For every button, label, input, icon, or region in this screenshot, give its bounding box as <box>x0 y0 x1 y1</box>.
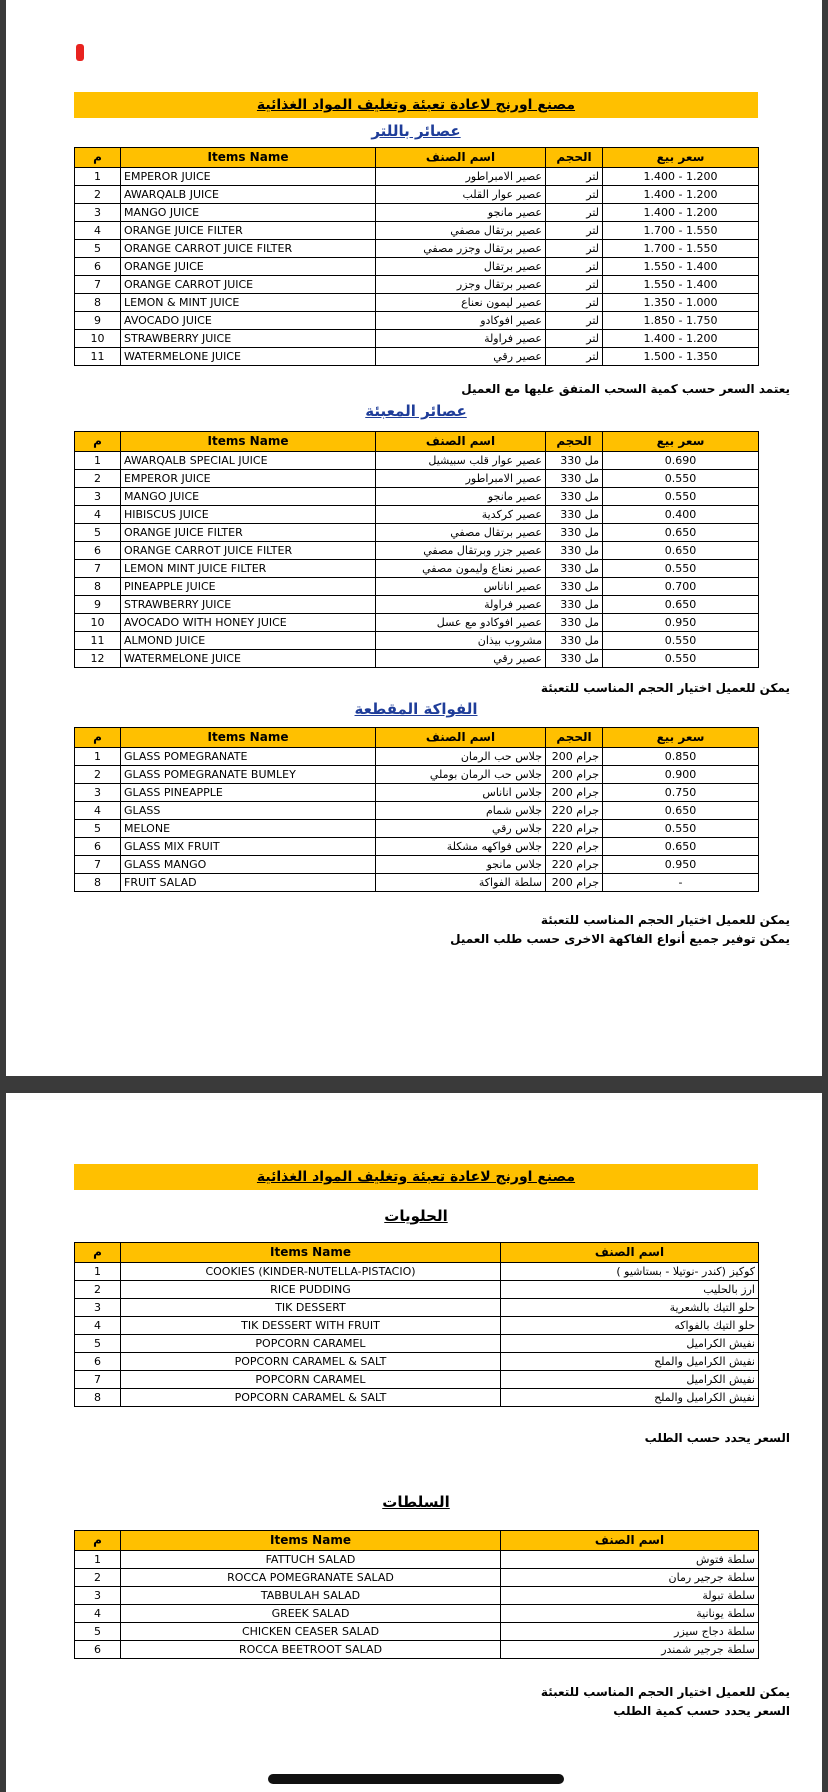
item-name-en: EMPEROR JUICE <box>121 470 376 488</box>
item-name-ar: عصير فراولة <box>376 596 546 614</box>
item-price: 1.350 - 1.000 <box>603 294 759 312</box>
item-size: مل 330 <box>546 596 603 614</box>
item-name-en: POPCORN CARAMEL <box>121 1335 501 1353</box>
row-number: 3 <box>75 784 121 802</box>
item-size: جرام 200 <box>546 784 603 802</box>
item-price: 1.700 - 1.550 <box>603 222 759 240</box>
item-name-ar: عصير جزر وبرتقال مصفي <box>376 542 546 560</box>
header-no: م <box>75 432 121 452</box>
document-page-1 <box>6 0 822 1076</box>
section-title-packed-juices: عصائر المعبئة <box>365 402 467 420</box>
item-price: 0.550 <box>603 650 759 668</box>
item-size: لتر <box>546 204 603 222</box>
item-size: لتر <box>546 222 603 240</box>
desserts-note: السعر يحدد حسب الطلب <box>644 1431 790 1445</box>
item-size: مل 330 <box>546 614 603 632</box>
item-size: لتر <box>546 330 603 348</box>
row-number: 1 <box>75 1551 121 1569</box>
item-name-ar: نفيش الكراميل والملح <box>501 1353 759 1371</box>
packed-juices-table <box>74 431 759 668</box>
table-header-row <box>75 728 759 748</box>
header-items-name: Items Name <box>121 728 376 748</box>
item-size: مل 330 <box>546 524 603 542</box>
row-number: 2 <box>75 470 121 488</box>
table-row <box>75 524 759 542</box>
row-number: 8 <box>75 1389 121 1407</box>
item-name-ar: جلاس اناناس <box>376 784 546 802</box>
row-number: 11 <box>75 348 121 366</box>
item-size: جرام 200 <box>546 766 603 784</box>
item-name-en: TIK DESSERT <box>121 1299 501 1317</box>
table-row <box>75 820 759 838</box>
item-size: لتر <box>546 276 603 294</box>
table-row <box>75 1371 759 1389</box>
item-name-en: GLASS MIX FRUIT <box>121 838 376 856</box>
table-row <box>75 766 759 784</box>
row-number: 4 <box>75 222 121 240</box>
item-name-en: WATERMELONE JUICE <box>121 650 376 668</box>
section-title-liter-juices: عصائر باللتر <box>371 122 461 140</box>
item-price: 0.550 <box>603 488 759 506</box>
table-row <box>75 1641 759 1659</box>
company-title-2: مصنع اورنج لاعادة تعبئة وتغليف المواد الغذائية <box>256 1169 576 1185</box>
item-name-ar: سلطة جرجير رمان <box>501 1569 759 1587</box>
item-price: 1.550 - 1.400 <box>603 258 759 276</box>
header-size: الحجم <box>546 728 603 748</box>
table-row <box>75 542 759 560</box>
item-name-en: ALMOND JUICE <box>121 632 376 650</box>
table-row <box>75 204 759 222</box>
item-name-ar: عصير عوار القلب <box>376 186 546 204</box>
table-header-row <box>75 1531 759 1551</box>
header-item-ar: اسم الصنف <box>376 432 546 452</box>
table-row <box>75 1317 759 1335</box>
salads-note-1: يمكن للعميل اختيار الحجم المناسب للتعبئة <box>540 1685 790 1699</box>
item-price: - <box>603 874 759 892</box>
item-name-ar: عصير برتقال <box>376 258 546 276</box>
header-no: م <box>75 148 121 168</box>
item-name-ar: جلاس مانجو <box>376 856 546 874</box>
row-number: 11 <box>75 632 121 650</box>
item-price: 0.950 <box>603 614 759 632</box>
item-name-en: CHICKEN CEASER SALAD <box>121 1623 501 1641</box>
item-name-ar: عصير الامبراطور <box>376 470 546 488</box>
item-name-ar: حلو التيك بالفواكه <box>501 1317 759 1335</box>
item-size: لتر <box>546 240 603 258</box>
item-name-ar: عصير عوار قلب سبيشيل <box>376 452 546 470</box>
item-price: 1.400 - 1.200 <box>603 168 759 186</box>
right-edge <box>822 0 828 1792</box>
table-row <box>75 1551 759 1569</box>
item-price: 0.650 <box>603 542 759 560</box>
item-name-en: ORANGE JUICE FILTER <box>121 222 376 240</box>
item-name-ar: عصير الامبراطور <box>376 168 546 186</box>
table-row <box>75 258 759 276</box>
section-title-desserts: الحلويات <box>384 1207 448 1225</box>
item-price: 0.550 <box>603 560 759 578</box>
table-row <box>75 632 759 650</box>
header-item-ar: اسم الصنف <box>501 1531 759 1551</box>
document-page-2 <box>6 1093 822 1792</box>
row-number: 6 <box>75 542 121 560</box>
item-name-ar: سلطة تبولة <box>501 1587 759 1605</box>
item-name-ar: عصير افوكادو مع عسل <box>376 614 546 632</box>
row-number: 9 <box>75 312 121 330</box>
item-name-ar: عصير اناناس <box>376 578 546 596</box>
item-name-en: TIK DESSERT WITH FRUIT <box>121 1317 501 1335</box>
item-name-ar: كوكيز (كندر -نوتيلا - بستاشيو ) <box>501 1263 759 1281</box>
table-row <box>75 748 759 766</box>
row-number: 9 <box>75 596 121 614</box>
item-name-en: COOKIES (KINDER-NUTELLA-PISTACIO) <box>121 1263 501 1281</box>
item-price: 0.900 <box>603 766 759 784</box>
company-title-banner <box>74 92 758 118</box>
item-name-ar: عصير برتقال وجزر <box>376 276 546 294</box>
item-name-en: ORANGE CARROT JUICE <box>121 276 376 294</box>
section-title-cut-fruits: الفواكة المقطعة <box>354 700 478 718</box>
item-name-ar: عصير نعناع وليمون مصفي <box>376 560 546 578</box>
row-number: 2 <box>75 186 121 204</box>
item-price: 0.550 <box>603 632 759 650</box>
table-row <box>75 596 759 614</box>
item-name-en: FRUIT SALAD <box>121 874 376 892</box>
item-name-ar: سلطة فتوش <box>501 1551 759 1569</box>
item-name-ar: مشروب بيذان <box>376 632 546 650</box>
table-row <box>75 488 759 506</box>
item-name-en: PINEAPPLE JUICE <box>121 578 376 596</box>
item-size: جرام 220 <box>546 856 603 874</box>
row-number: 5 <box>75 240 121 258</box>
item-name-ar: نفيش الكراميل والملح <box>501 1389 759 1407</box>
row-number: 7 <box>75 1371 121 1389</box>
row-number: 7 <box>75 856 121 874</box>
item-price: 0.550 <box>603 820 759 838</box>
item-name-en: FATTUCH SALAD <box>121 1551 501 1569</box>
item-price: 1.850 - 1.750 <box>603 312 759 330</box>
item-size: لتر <box>546 168 603 186</box>
table-row <box>75 1389 759 1407</box>
item-size: لتر <box>546 258 603 276</box>
item-price: 0.650 <box>603 524 759 542</box>
header-items-name: Items Name <box>121 1531 501 1551</box>
item-name-en: EMPEROR JUICE <box>121 168 376 186</box>
table-row <box>75 1299 759 1317</box>
item-size: لتر <box>546 186 603 204</box>
home-indicator[interactable] <box>268 1774 564 1784</box>
item-name-en: WATERMELONE JUICE <box>121 348 376 366</box>
item-price: 1.550 - 1.400 <box>603 276 759 294</box>
item-name-en: GLASS PINEAPPLE <box>121 784 376 802</box>
item-name-en: GLASS <box>121 802 376 820</box>
item-name-en: ORANGE JUICE FILTER <box>121 524 376 542</box>
item-price: 1.400 - 1.200 <box>603 186 759 204</box>
item-name-ar: حلو التيك بالشعرية <box>501 1299 759 1317</box>
item-name-ar: جلاس فواكهه مشكلة <box>376 838 546 856</box>
item-name-en: MELONE <box>121 820 376 838</box>
salads-table <box>74 1530 759 1659</box>
header-item-ar: اسم الصنف <box>376 728 546 748</box>
item-name-en: POPCORN CARAMEL & SALT <box>121 1353 501 1371</box>
item-price: 0.750 <box>603 784 759 802</box>
item-price: 1.700 - 1.550 <box>603 240 759 258</box>
table-row <box>75 650 759 668</box>
item-name-en: GLASS POMEGRANATE BUMLEY <box>121 766 376 784</box>
header-items-name: Items Name <box>121 432 376 452</box>
item-name-en: ROCCA BEETROOT SALAD <box>121 1641 501 1659</box>
table-header-row <box>75 432 759 452</box>
table-row <box>75 856 759 874</box>
item-name-ar: عصير رقي <box>376 650 546 668</box>
cut-fruits-note-1: يمكن للعميل اختيار الحجم المناسب للتعبئة <box>540 913 790 927</box>
item-name-en: AVOCADO JUICE <box>121 312 376 330</box>
item-size: مل 330 <box>546 506 603 524</box>
packed-juices-note: يمكن للعميل اختيار الحجم المناسب للتعبئة <box>540 681 790 695</box>
table-row <box>75 614 759 632</box>
item-name-en: MANGO JUICE <box>121 204 376 222</box>
table-row <box>75 1605 759 1623</box>
table-row <box>75 470 759 488</box>
item-size: مل 330 <box>546 632 603 650</box>
item-name-ar: سلطة جرجير شمندر <box>501 1641 759 1659</box>
row-number: 2 <box>75 1281 121 1299</box>
table-row <box>75 330 759 348</box>
item-name-ar: سلطة يونانية <box>501 1605 759 1623</box>
row-number: 4 <box>75 1317 121 1335</box>
table-row <box>75 240 759 258</box>
item-name-en: LEMON MINT JUICE FILTER <box>121 560 376 578</box>
item-price: 0.650 <box>603 596 759 614</box>
row-number: 3 <box>75 204 121 222</box>
table-row <box>75 1587 759 1605</box>
item-name-ar: عصير ليمون نعناع <box>376 294 546 312</box>
salads-note-2: السعر يحدد حسب كمية الطلب <box>613 1704 790 1718</box>
row-number: 1 <box>75 452 121 470</box>
item-price: 0.950 <box>603 856 759 874</box>
header-no: م <box>75 1243 121 1263</box>
header-items-name: Items Name <box>121 148 376 168</box>
row-number: 3 <box>75 488 121 506</box>
table-row <box>75 186 759 204</box>
item-size: جرام 220 <box>546 820 603 838</box>
item-name-en: ROCCA POMEGRANATE SALAD <box>121 1569 501 1587</box>
desserts-table <box>74 1242 759 1407</box>
table-row <box>75 294 759 312</box>
item-name-ar: نفيش الكراميل <box>501 1335 759 1353</box>
item-price: 1.400 - 1.200 <box>603 204 759 222</box>
item-name-en: LEMON & MINT JUICE <box>121 294 376 312</box>
item-size: لتر <box>546 348 603 366</box>
item-name-ar: عصير افوكادو <box>376 312 546 330</box>
item-name-en: MANGO JUICE <box>121 488 376 506</box>
item-name-en: TABBULAH SALAD <box>121 1587 501 1605</box>
header-price: سعر بيع <box>603 728 759 748</box>
page-separator <box>0 1076 828 1093</box>
header-price: سعر بيع <box>603 432 759 452</box>
row-number: 6 <box>75 838 121 856</box>
item-name-en: HIBISCUS JUICE <box>121 506 376 524</box>
table-row <box>75 802 759 820</box>
row-number: 3 <box>75 1587 121 1605</box>
item-name-en: GREEK SALAD <box>121 1605 501 1623</box>
item-name-en: AWARQALB JUICE <box>121 186 376 204</box>
row-number: 6 <box>75 1641 121 1659</box>
row-number: 8 <box>75 874 121 892</box>
item-name-ar: عصير رقي <box>376 348 546 366</box>
row-number: 3 <box>75 1299 121 1317</box>
row-number: 7 <box>75 560 121 578</box>
item-size: مل 330 <box>546 542 603 560</box>
item-name-ar: عصير كركدية <box>376 506 546 524</box>
liter-juices-note: يعتمد السعر حسب كمية السحب المتفق عليها مع العميل <box>461 382 790 396</box>
row-number: 2 <box>75 766 121 784</box>
item-size: لتر <box>546 312 603 330</box>
row-number: 1 <box>75 1263 121 1281</box>
item-name-en: ORANGE CARROT JUICE FILTER <box>121 240 376 258</box>
table-row <box>75 1263 759 1281</box>
header-item-ar: اسم الصنف <box>501 1243 759 1263</box>
item-size: جرام 220 <box>546 802 603 820</box>
item-size: مل 330 <box>546 578 603 596</box>
header-size: الحجم <box>546 148 603 168</box>
table-header-row <box>75 148 759 168</box>
table-row <box>75 1281 759 1299</box>
item-price: 0.650 <box>603 802 759 820</box>
header-no: م <box>75 1531 121 1551</box>
row-number: 10 <box>75 330 121 348</box>
row-number: 5 <box>75 1335 121 1353</box>
item-size: مل 330 <box>546 650 603 668</box>
item-name-en: POPCORN CARAMEL & SALT <box>121 1389 501 1407</box>
cut-fruits-table <box>74 727 759 892</box>
table-row <box>75 506 759 524</box>
table-row <box>75 312 759 330</box>
item-size: مل 330 <box>546 560 603 578</box>
section-title-salads: السلطات <box>382 1493 450 1511</box>
row-number: 12 <box>75 650 121 668</box>
item-name-en: GLASS MANGO <box>121 856 376 874</box>
row-number: 5 <box>75 820 121 838</box>
item-size: مل 330 <box>546 488 603 506</box>
recording-indicator-icon <box>76 44 84 61</box>
table-row <box>75 838 759 856</box>
item-name-ar: جلاس حب الرمان <box>376 748 546 766</box>
table-row <box>75 578 759 596</box>
item-price: 0.650 <box>603 838 759 856</box>
item-name-ar: عصير برتقال مصفي <box>376 524 546 542</box>
item-price: 0.700 <box>603 578 759 596</box>
table-row <box>75 348 759 366</box>
table-row <box>75 452 759 470</box>
item-name-ar: نفيش الكراميل <box>501 1371 759 1389</box>
item-name-en: STRAWBERRY JUICE <box>121 596 376 614</box>
table-row <box>75 168 759 186</box>
item-name-ar: جلاس حب الرمان بوملي <box>376 766 546 784</box>
table-row <box>75 1335 759 1353</box>
item-size: مل 330 <box>546 470 603 488</box>
item-name-ar: عصير برتقال مصفي <box>376 222 546 240</box>
row-number: 4 <box>75 1605 121 1623</box>
table-row <box>75 874 759 892</box>
header-item-ar: اسم الصنف <box>376 148 546 168</box>
item-name-en: RICE PUDDING <box>121 1281 501 1299</box>
row-number: 8 <box>75 294 121 312</box>
table-row <box>75 1569 759 1587</box>
row-number: 1 <box>75 748 121 766</box>
item-size: جرام 220 <box>546 838 603 856</box>
header-no: م <box>75 728 121 748</box>
item-name-en: STRAWBERRY JUICE <box>121 330 376 348</box>
row-number: 10 <box>75 614 121 632</box>
item-price: 0.690 <box>603 452 759 470</box>
item-name-ar: عصير برتقال وجزر مصفي <box>376 240 546 258</box>
item-name-en: AVOCADO WITH HONEY JUICE <box>121 614 376 632</box>
row-number: 4 <box>75 506 121 524</box>
header-items-name: Items Name <box>121 1243 501 1263</box>
row-number: 8 <box>75 578 121 596</box>
item-name-en: ORANGE JUICE <box>121 258 376 276</box>
item-name-ar: سلطة الفواكة <box>376 874 546 892</box>
row-number: 6 <box>75 1353 121 1371</box>
cut-fruits-note-2: يمكن توفير جميع أنواع الفاكهة الاخرى حسب طلب العميل <box>450 932 790 946</box>
table-row <box>75 560 759 578</box>
table-row <box>75 1353 759 1371</box>
row-number: 2 <box>75 1569 121 1587</box>
item-name-en: ORANGE CARROT JUICE FILTER <box>121 542 376 560</box>
item-price: 1.500 - 1.350 <box>603 348 759 366</box>
table-row <box>75 276 759 294</box>
row-number: 1 <box>75 168 121 186</box>
table-row <box>75 784 759 802</box>
item-size: لتر <box>546 294 603 312</box>
item-name-ar: ارز بالحليب <box>501 1281 759 1299</box>
item-name-ar: جلاس رقي <box>376 820 546 838</box>
item-name-en: AWARQALB SPECIAL JUICE <box>121 452 376 470</box>
company-title: مصنع اورنج لاعادة تعبئة وتغليف المواد الغذائية <box>256 97 576 113</box>
row-number: 6 <box>75 258 121 276</box>
table-header-row <box>75 1243 759 1263</box>
item-size: مل 330 <box>546 452 603 470</box>
item-name-ar: عصير مانجو <box>376 204 546 222</box>
row-number: 4 <box>75 802 121 820</box>
item-price: 0.850 <box>603 748 759 766</box>
item-price: 1.400 - 1.200 <box>603 330 759 348</box>
liter-juices-table <box>74 147 759 366</box>
item-name-ar: عصير مانجو <box>376 488 546 506</box>
row-number: 7 <box>75 276 121 294</box>
item-price: 0.550 <box>603 470 759 488</box>
header-size: الحجم <box>546 432 603 452</box>
item-size: جرام 200 <box>546 874 603 892</box>
item-size: جرام 200 <box>546 748 603 766</box>
item-price: 0.400 <box>603 506 759 524</box>
item-name-en: GLASS POMEGRANATE <box>121 748 376 766</box>
row-number: 5 <box>75 524 121 542</box>
header-price: سعر بيع <box>603 148 759 168</box>
item-name-en: POPCORN CARAMEL <box>121 1371 501 1389</box>
company-title-banner-2 <box>74 1164 758 1190</box>
table-row <box>75 222 759 240</box>
item-name-ar: سلطة دجاج سيزر <box>501 1623 759 1641</box>
item-name-ar: جلاس شمام <box>376 802 546 820</box>
item-name-ar: عصير فراولة <box>376 330 546 348</box>
row-number: 5 <box>75 1623 121 1641</box>
table-row <box>75 1623 759 1641</box>
